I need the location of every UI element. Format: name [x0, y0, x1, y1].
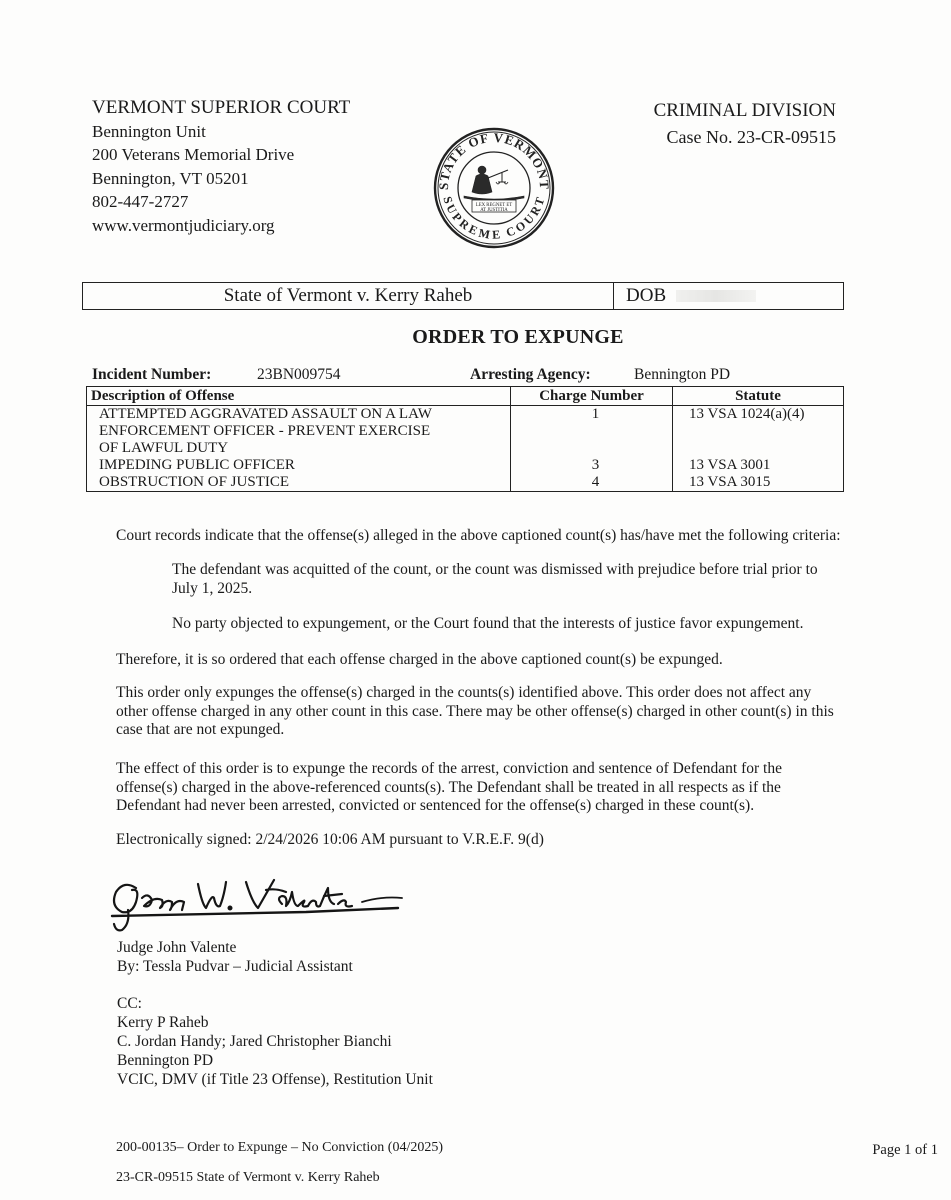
col-header-charge-number: Charge Number	[511, 387, 673, 406]
page-number: Page 1 of 1	[872, 1142, 938, 1158]
paragraph-line: case that are not expunged.	[116, 721, 285, 738]
case-caption-box	[82, 282, 844, 310]
criterion-acquitted	[172, 561, 892, 598]
judge-name: Judge John Valente	[117, 939, 237, 956]
incident-number-label: Incident Number:	[92, 366, 212, 383]
court-phone: 802-447-2727	[92, 192, 189, 211]
arresting-agency: Bennington PD	[634, 366, 731, 383]
division-name: CRIMINAL DIVISION	[653, 100, 836, 121]
criterion-line: July 1, 2025.	[172, 579, 253, 597]
statute: 13 VSA 1024(a)(4)	[673, 406, 844, 458]
svg-text:LEX REGNET ET: LEX REGNET ET	[475, 203, 513, 208]
seal-bottom-text: SUPREME COURT	[440, 194, 548, 242]
footer-case-line: 23-CR-09515 State of Vermont v. Kerry Raheb	[116, 1170, 380, 1185]
offense-desc-line: ENFORCEMENT OFFICER - PREVENT EXERCISE	[99, 423, 431, 439]
charge-number: 1	[511, 406, 673, 458]
case-number: Case No. 23-CR-09515	[666, 127, 836, 147]
paragraph-line: Defendant had never been arrested, convicted or sentenced for the offense(s) charged in these count(s).	[116, 797, 755, 814]
col-header-description: Description of Offense	[87, 387, 511, 406]
paragraph-line: The effect of this order is to expunge the records of the arrest, conviction and sentence of Defendant for the	[116, 760, 782, 777]
signed-by: By: Tessla Pudvar – Judicial Assistant	[117, 958, 353, 975]
seal-top-text: STATE OF VERMONT	[435, 129, 553, 191]
cc-label: CC:	[117, 995, 142, 1012]
paragraph-line: offense(s) charged in the above-referenced counts(s). The Defendant shall be treated in all respects as if the	[116, 778, 781, 796]
offense-description: IMPEDING PUBLIC OFFICER	[87, 457, 511, 474]
order-paragraph: Therefore, it is so ordered that each offense charged in the above captioned count(s) be expunged.	[116, 651, 723, 668]
effect-paragraph	[116, 760, 936, 816]
statute: 13 VSA 3001	[673, 457, 844, 474]
court-unit: Bennington Unit	[92, 121, 206, 141]
criterion-no-objection: No party objected to expungement, or the Court found that the interests of justice favor expungement.	[172, 615, 804, 632]
offense-desc-line: OF LAWFUL DUTY	[99, 440, 229, 456]
table-row	[87, 474, 844, 492]
incident-info-row	[92, 366, 852, 384]
address-line-2: Bennington, VT 05201	[92, 168, 249, 188]
electronic-signature-line: Electronically signed: 2/24/2026 10:06 AM pursuant to V.R.E.F. 9(d)	[116, 831, 544, 848]
vermont-supreme-court-seal	[432, 126, 556, 250]
charge-number: 4	[511, 474, 673, 492]
form-identifier: 200-00135– Order to Expunge – No Conviction (04/2025)	[116, 1140, 444, 1155]
scope-paragraph	[116, 684, 936, 740]
cc-recipient: Kerry P Raheb	[117, 1014, 209, 1031]
criterion-line: The defendant was acquitted of the count, or the count was dismissed with prejudice before trial prior to	[172, 561, 818, 578]
arresting-agency-label: Arresting Agency:	[470, 366, 591, 383]
table-header-row	[87, 387, 844, 406]
cc-block	[117, 994, 433, 1089]
dob-label: DOB	[626, 285, 667, 306]
offense-table	[86, 386, 844, 492]
col-header-statute: Statute	[673, 387, 844, 406]
table-row	[87, 457, 844, 474]
svg-text:STATE OF VERMONT	[436, 130, 552, 191]
cc-recipient: VCIC, DMV (if Title 23 Offense), Restitution Unit	[117, 1071, 433, 1088]
offense-description: OBSTRUCTION OF JUSTICE	[87, 474, 511, 492]
document-title: ORDER TO EXPUNGE	[412, 326, 624, 348]
cc-recipient: Bennington PD	[117, 1052, 214, 1069]
address-line-1: 200 Veterans Memorial Drive	[92, 145, 295, 164]
signature-block	[117, 938, 353, 976]
table-row	[87, 406, 844, 458]
criteria-intro: Court records indicate that the offense(s) alleged in the above captioned count(s) has/have met the following criteria:	[116, 527, 841, 544]
cc-recipient: C. Jordan Handy; Jared Christopher Bianchi	[117, 1033, 392, 1050]
court-name: VERMONT SUPERIOR COURT	[92, 97, 351, 118]
court-address-block	[92, 96, 350, 237]
paragraph-line: other offense charged in any other count in this case. There may be other offense(s) charged in other count(s) in this	[116, 702, 834, 720]
case-parties: State of Vermont v. Kerry Raheb	[83, 283, 614, 309]
handwritten-signature	[106, 868, 406, 940]
offense-desc-line: ATTEMPTED AGGRAVATED ASSAULT ON A LAW	[99, 406, 432, 422]
dob-field	[614, 283, 843, 309]
court-website: www.vermontjudiciary.org	[92, 215, 275, 235]
offense-description	[87, 406, 511, 458]
incident-number: 23BN009754	[257, 366, 341, 383]
division-block	[622, 98, 836, 150]
svg-text:AT JUSTITIA: AT JUSTITIA	[480, 208, 508, 213]
paragraph-line: This order only expunges the offense(s) charged in the counts(s) identified above. This order does not affect any	[116, 684, 812, 701]
redacted-dob	[676, 290, 756, 302]
charge-number: 3	[511, 457, 673, 474]
statute: 13 VSA 3015	[673, 474, 844, 492]
